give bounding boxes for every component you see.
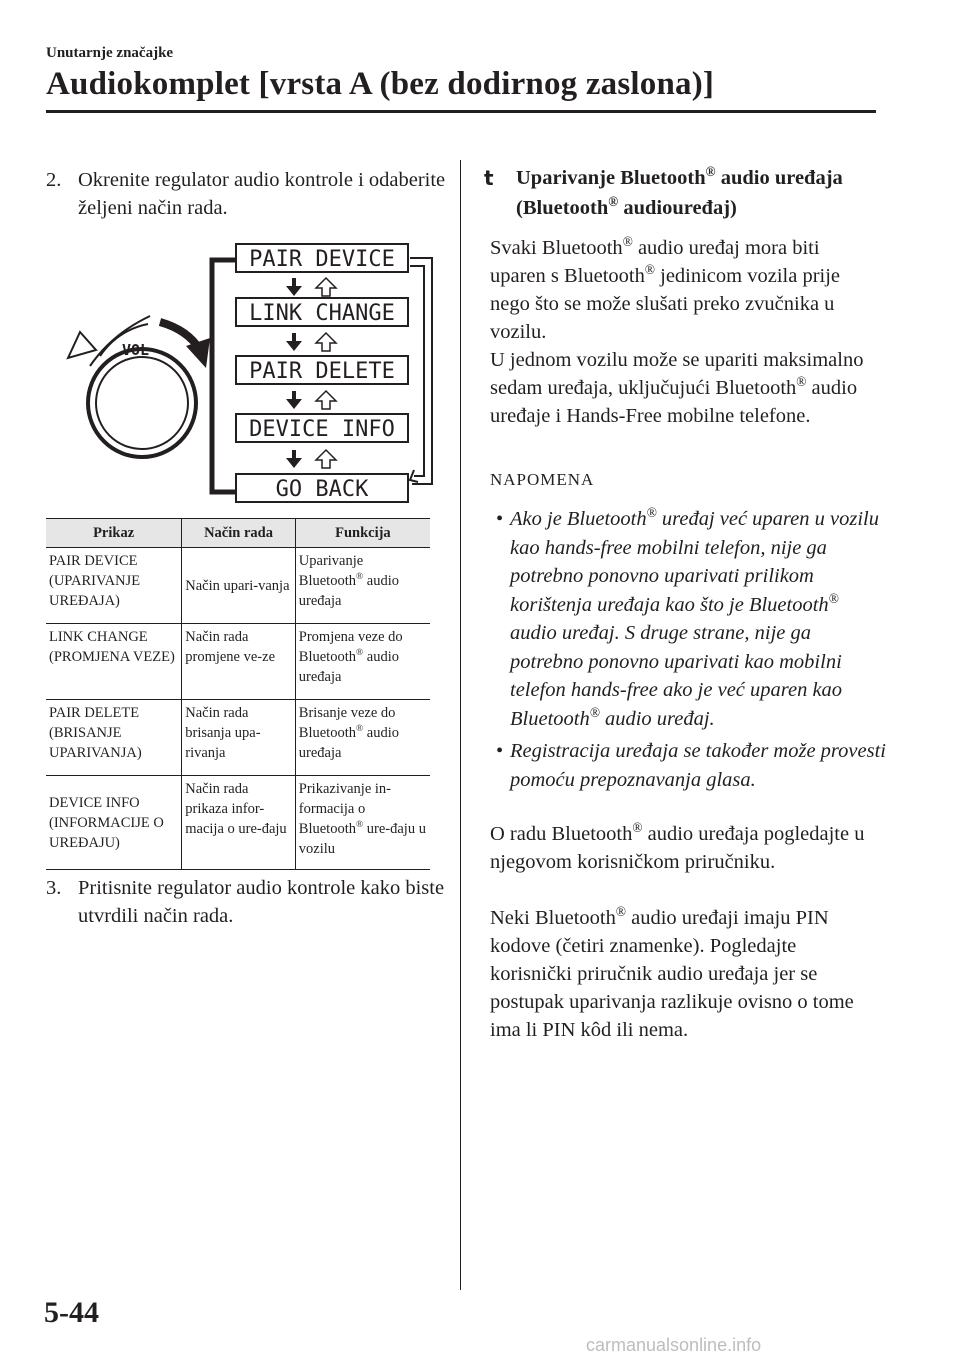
step-number: 2. (46, 169, 62, 191)
lcd-text: PAIR DEVICE (249, 247, 395, 272)
cell-prikaz: LINK CHANGE (PROMJENA VEZE) (46, 624, 182, 700)
lcd-link-change (236, 298, 408, 326)
paragraph-2: U jednom vozilu može se upariti maksimalno sedam uređaja, uključujući Bluetooth® audio uređaje i Hands-Free mobilne telefone. (490, 349, 864, 427)
table-row (46, 776, 430, 870)
cell-funkcija: Prikazivanje in-formacija o Bluetooth® ure-đaju u vozilu (295, 776, 430, 870)
col-header: Način rada (182, 519, 296, 548)
table-row (46, 624, 430, 700)
cell-funkcija: Brisanje veze do Bluetooth® audio uređaja (295, 700, 430, 776)
cell-nacin: Način rada brisanja upa-rivanja (182, 700, 296, 776)
step-number: 3. (46, 877, 62, 899)
step-2 (46, 166, 446, 222)
note-list (496, 505, 886, 798)
lcd-text: LINK CHANGE (249, 301, 395, 326)
page-number: 5-44 (44, 1296, 99, 1329)
list-item: • Ako je Bluetooth® uređaj već uparen u vozilu kao hands-free mobilni telefon, nije ga potrebno ponovno uparivati prilikom korištenja uređaja kao što je Bluetooth® audio uređaj. S druge strane, nije ga potrebno ponovno uparivati kao mobilni telefon hands-free ako je već uparen kao Bluetooth® audio uređaj. (496, 505, 879, 730)
section-heading: t Uparivanje Bluetooth® audio uređaja (Bluetooth® audiouređaj) (484, 164, 843, 219)
table-row (46, 700, 430, 776)
table-row (46, 548, 430, 624)
lcd-go-back (236, 474, 408, 502)
paragraph-1: Svaki Bluetooth® audio uređaj mora biti uparen s Bluetooth® jedinicom vozila prije nego što se može slušati preko zvučnika u vozilu. (490, 234, 841, 343)
cell-nacin: Način rada prikaza infor-macija o ure-đaju (182, 776, 296, 870)
heading-marker: t (484, 166, 494, 190)
cell-funkcija: Uparivanje Bluetooth® audio uređaja (295, 548, 430, 624)
lcd-device-info (236, 414, 408, 442)
col-header: Prikaz (46, 519, 182, 548)
section-label: Unutarnje značajke (46, 45, 174, 61)
mode-table (46, 518, 430, 870)
cell-prikaz: PAIR DELETE (BRISANJE UPARIVANJA) (46, 700, 182, 776)
title-rule (46, 110, 876, 113)
note-label: NAPOMENA (490, 470, 595, 489)
lcd-pair-delete (236, 356, 408, 384)
cell-prikaz: DEVICE INFO (INFORMACIJE O UREĐAJU) (46, 776, 182, 870)
cell-funkcija: Promjena veze do Bluetooth® audio uređaja (295, 624, 430, 700)
paragraph-3: O radu Bluetooth® audio uređaja pogledajte u njegovom korisničkom priručniku. (490, 820, 865, 873)
paragraph-4: Neki Bluetooth® audio uređaji imaju PIN kodove (četiri znamenke). Pogledajte korisnički priručnik audio uređaja jer se postupak uparivanja razlikuje ovisno o tome ima li PIN kôd ili nema. (490, 904, 854, 1041)
cell-prikaz: PAIR DEVICE (UPARIVANJE UREĐAJA) (46, 548, 182, 624)
cell-nacin: Način upari-vanja (182, 548, 296, 624)
cell-nacin: Način rada promjene ve-ze (182, 624, 296, 700)
list-item: • Registracija uređaja se također može provesti pomoću prepoznavanja glasa. (496, 740, 886, 791)
knob-label: VOL (122, 341, 150, 359)
footer-watermark: carmanualsonline.info (586, 1335, 762, 1355)
table-header-row (46, 519, 430, 548)
lcd-pair-device (236, 244, 408, 272)
step-text: Pritisnite regulator audio kontrole kako biste utvrdili način rada. (78, 877, 445, 927)
step-text: Okrenite regulator audio kontrole i odaberite željeni način rada. (78, 169, 446, 219)
col-header: Funkcija (295, 519, 430, 548)
page-title: Audiokomplet [vrsta A (bez dodirnog zaslona)] (46, 66, 715, 102)
knob-illustration (68, 316, 210, 457)
lcd-text: PAIR DELETE (249, 359, 395, 384)
lcd-text: DEVICE INFO (249, 417, 395, 442)
step-3 (46, 874, 446, 930)
lcd-text: GO BACK (275, 477, 369, 502)
mode-diagram (60, 238, 450, 506)
column-divider (460, 160, 461, 1290)
